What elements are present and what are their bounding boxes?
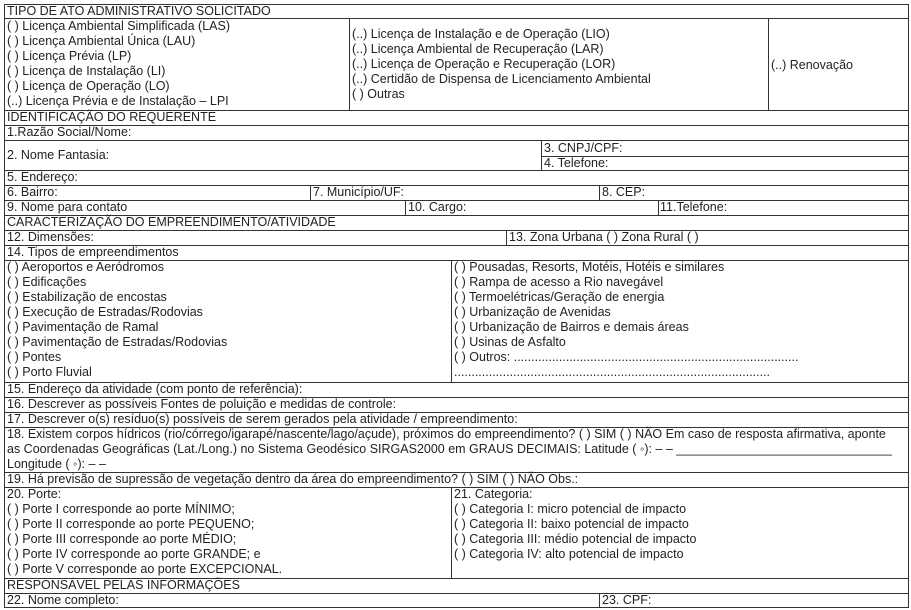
- option-usinas-asfalto[interactable]: ( ) Usinas de Asfalto: [454, 335, 566, 349]
- field-bairro[interactable]: 6. Bairro:: [7, 185, 58, 199]
- section-header-ato: TIPO DE ATO ADMINISTRATIVO SOLICITADO: [7, 4, 271, 18]
- field-residuos[interactable]: 17. Descrever o(s) resíduo(s) possíveis de serem gerados pela atividade / empreendimento:: [7, 412, 518, 426]
- rule: [4, 4, 5, 608]
- option-lpi[interactable]: (..) Licença Prévia e de Instalação – LPI: [7, 94, 229, 108]
- option-categoria-ii[interactable]: ( ) Categoria II: baixo potencial de impacto: [454, 517, 689, 531]
- option-lau[interactable]: ( ) Licença Ambiental Única (LAU): [7, 34, 196, 48]
- option-edificacoes[interactable]: ( ) Edificações: [7, 275, 87, 289]
- porte-block: [7, 487, 282, 577]
- field-endereco-atividade[interactable]: 15. Endereço da atividade (com ponto de referência):: [7, 382, 303, 396]
- rule: [908, 4, 909, 608]
- option-certidao[interactable]: (..) Certidão de Dispensa de Licenciamento Ambiental: [352, 72, 651, 86]
- option-li[interactable]: ( ) Licença de Instalação (LI): [7, 64, 166, 78]
- q18-line-3[interactable]: Longitude ( ◦): – –: [7, 457, 106, 471]
- q18-line-1[interactable]: 18. Existem corpos hídricos (rio/córrego/igarapé/nascente/lago/açude), próximos do empreendimento? ( ) SIM ( ) NÃO Em caso de resposta afirmativa, aponte: [7, 427, 886, 441]
- option-las[interactable]: ( ) Licença Ambiental Simplificada (LAS): [7, 19, 231, 33]
- section-header-requerente: IDENTIFICAÇÃO DO REQUERENTE: [7, 110, 217, 124]
- field-nome-fantasia[interactable]: 2. Nome Fantasia:: [7, 148, 110, 162]
- field-cpf[interactable]: 23. CPF:: [602, 593, 652, 607]
- rule: [4, 125, 909, 126]
- option-categoria-iii[interactable]: ( ) Categoria III: médio potencial de impacto: [454, 532, 697, 546]
- option-termoeletricas[interactable]: ( ) Termoelétricas/Geração de energia: [454, 290, 665, 304]
- field-cep[interactable]: 8. CEP:: [602, 185, 646, 199]
- rule: [310, 185, 311, 200]
- field-dimensoes[interactable]: 12. Dimensões:: [7, 230, 94, 244]
- field-nome-completo[interactable]: 22. Nome completo:: [7, 593, 119, 607]
- option-rampa[interactable]: ( ) Rampa de acesso a Rio navegável: [454, 275, 664, 289]
- field-telefone[interactable]: 4. Telefone:: [544, 156, 609, 170]
- rule: [349, 18, 350, 110]
- rule: [4, 230, 909, 231]
- rule: [541, 140, 542, 170]
- tipos-options-right: [454, 260, 799, 380]
- option-urbanizacao-bairros[interactable]: ( ) Urbanização de Bairros e demais áreas: [454, 320, 689, 334]
- tipos-options-left: [7, 260, 227, 380]
- rule: [4, 185, 909, 186]
- option-execucao-estradas[interactable]: ( ) Execução de Estradas/Rodovias: [7, 305, 203, 319]
- rule: [768, 18, 769, 110]
- rule: [599, 185, 600, 200]
- option-porto-fluvial[interactable]: ( ) Porto Fluvial: [7, 365, 92, 379]
- option-lor[interactable]: (..) Licença de Operação e Recuperação (LOR): [352, 57, 616, 71]
- option-pavimentacao-estradas[interactable]: ( ) Pavimentação de Estradas/Rodovias: [7, 335, 228, 349]
- option-outras[interactable]: ( ) Outras: [352, 87, 405, 101]
- categoria-block: [454, 487, 696, 562]
- rule: [405, 200, 406, 215]
- question-corpos-hidricos: [7, 427, 892, 472]
- option-lar[interactable]: (..) Licença Ambiental de Recuperação (LAR): [352, 42, 604, 56]
- rule: [4, 593, 909, 594]
- field-endereco[interactable]: 5. Endereço:: [7, 170, 78, 184]
- option-porte-iv[interactable]: ( ) Porte IV corresponde ao porte GRANDE; e: [7, 547, 261, 561]
- rule: [506, 230, 507, 245]
- rule: [451, 487, 452, 578]
- categoria-header: 21. Categoria:: [454, 487, 533, 501]
- rule: [4, 140, 909, 141]
- field-cnpj-cpf[interactable]: 3. CNPJ/CPF:: [544, 141, 623, 155]
- field-contato[interactable]: 9. Nome para contato: [7, 200, 128, 214]
- option-pousadas[interactable]: ( ) Pousadas, Resorts, Motéis, Hotéis e similares: [454, 260, 725, 274]
- option-aeroportos[interactable]: ( ) Aeroportos e Aeródromos: [7, 260, 165, 274]
- question-supressao-vegetacao[interactable]: 19. Há previsão de supressão de vegetação dentro da área do empreendimento? ( ) SIM ( ) NÃO Obs.:: [7, 472, 579, 486]
- option-categoria-iv[interactable]: ( ) Categoria IV: alto potencial de impacto: [454, 547, 684, 561]
- rule: [451, 260, 452, 382]
- option-categoria-i[interactable]: ( ) Categoria I: micro potencial de impacto: [454, 502, 687, 516]
- q18-line-2[interactable]: as Coordenadas Geográficas (Lat./Long.) no Sistema Geodésico SIRGAS2000 em GRAUS DECIMAIS: Latitude ( ◦): – – _______________________________: [7, 442, 892, 456]
- rule: [4, 170, 909, 171]
- option-porte-iii[interactable]: ( ) Porte III corresponde ao porte MÉDIO;: [7, 532, 237, 546]
- porte-header: 20. Porte:: [7, 487, 62, 501]
- option-outros[interactable]: ( ) Outros: ..................................................................................: [454, 350, 799, 364]
- rule: [4, 607, 909, 608]
- rule: [658, 200, 659, 215]
- ato-options-middle: [352, 27, 651, 102]
- option-porte-i[interactable]: ( ) Porte I corresponde ao porte MÍNIMO;: [7, 502, 235, 516]
- ato-options-left: [7, 19, 230, 109]
- option-lo[interactable]: ( ) Licença de Operação (LO): [7, 79, 170, 93]
- option-porte-v[interactable]: ( ) Porte V corresponde ao porte EXCEPCIONAL.: [7, 562, 283, 576]
- field-telefone-contato[interactable]: 11.Telefone:: [660, 200, 728, 214]
- option-pontes[interactable]: ( ) Pontes: [7, 350, 62, 364]
- option-lp[interactable]: ( ) Licença Prévia (LP): [7, 49, 132, 63]
- option-lio[interactable]: (..) Licença de Instalação e de Operação (LIO): [352, 27, 610, 41]
- field-zona[interactable]: 13. Zona Urbana ( ) Zona Rural ( ): [509, 230, 699, 244]
- rule: [599, 593, 600, 607]
- option-pavimentacao-ramal[interactable]: ( ) Pavimentação de Ramal: [7, 320, 159, 334]
- option-estabilizacao[interactable]: ( ) Estabilização de encostas: [7, 290, 167, 304]
- field-fontes-poluicao[interactable]: 16. Descrever as possíveis Fontes de poluição e medidas de controle:: [7, 397, 397, 411]
- outros-continuation-line[interactable]: ...........................................................................................: [454, 365, 771, 379]
- tipos-header: 14. Tipos de empreendimentos: [7, 245, 179, 259]
- section-header-empreendimento: CARACTERIZAÇÃO DO EMPREENDIMENTO/ATIVIDADE: [7, 215, 336, 229]
- section-header-responsavel: RESPONSÁVEL PELAS INFORMAÇÕES: [7, 578, 240, 592]
- option-porte-ii[interactable]: ( ) Porte II corresponde ao porte PEQUENO;: [7, 517, 255, 531]
- field-cargo[interactable]: 10. Cargo:: [408, 200, 467, 214]
- field-municipio[interactable]: 7. Município/UF:: [313, 185, 405, 199]
- option-renovacao[interactable]: (..) Renovação: [771, 58, 853, 72]
- field-razao-social[interactable]: 1.Razão Social/Nome:: [7, 125, 132, 139]
- option-urbanizacao-avenidas[interactable]: ( ) Urbanização de Avenidas: [454, 305, 611, 319]
